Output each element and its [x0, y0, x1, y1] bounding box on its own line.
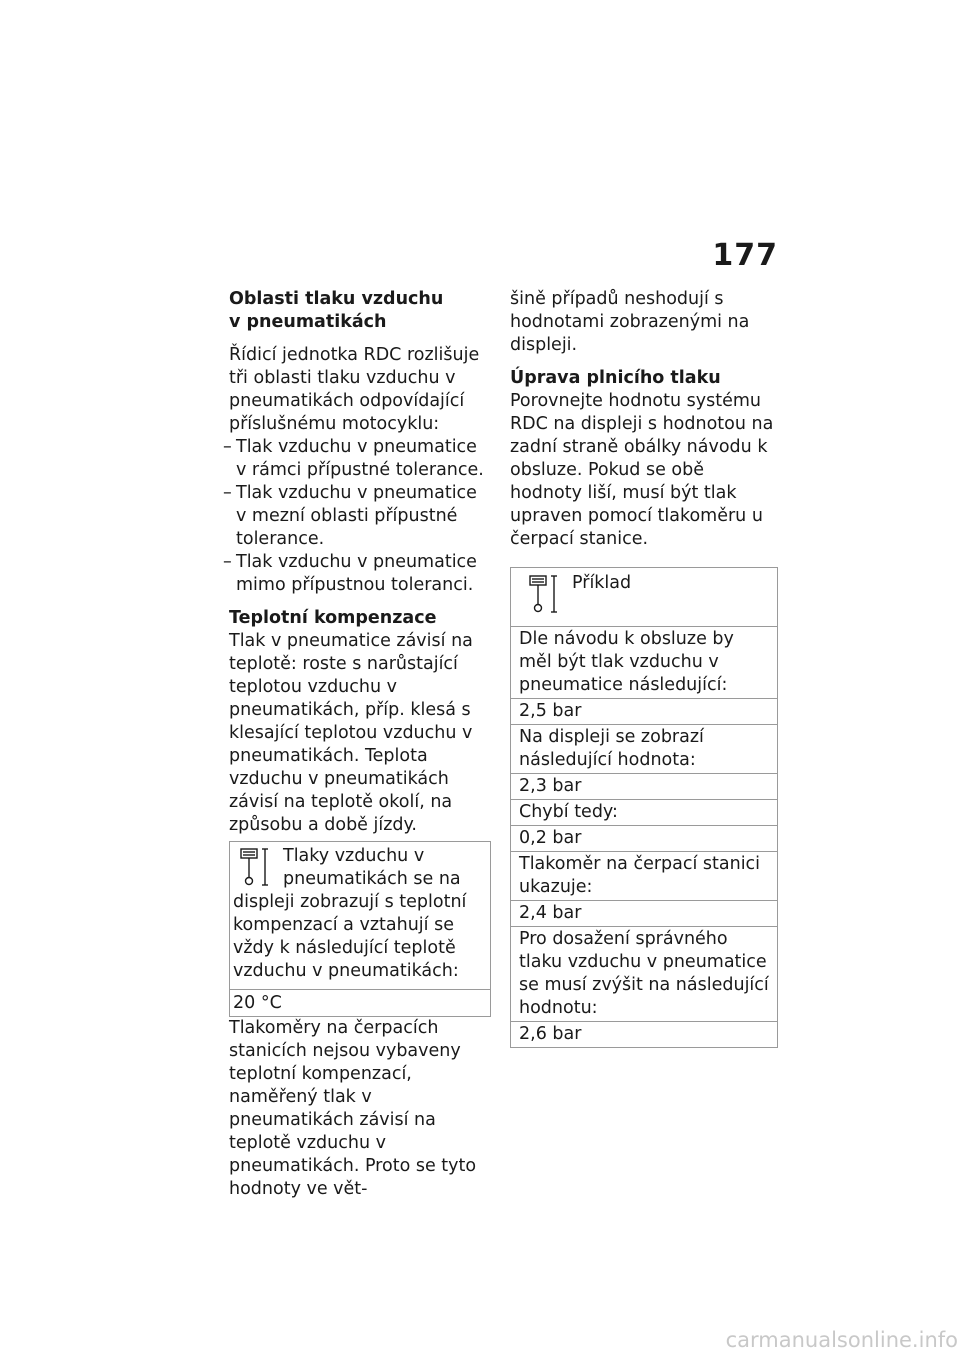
heading-line-1: Oblasti tlaku vzduchu [229, 289, 444, 309]
note-text: Tlaky vzduchu v pneumatikách se na displeji zobrazují s teplotní kompenzací a vztahují se vždy k následující teplotě vzduchu v pneumatikách: [233, 846, 467, 981]
list-item: – Tlak vzduchu v pneumatice mimo přípustnou toleranci. [223, 552, 477, 595]
heading-line-2: v pneumatikách [229, 312, 387, 332]
gauge-paragraph: Tlakoměry na čerpacích stanicích nejsou vybaveny teplotní kompenzací, naměřený tlak v pneumatikách závisí na teplotě vzduchu v pneumatikách. Proto se tyto hodnoty ve vět- [229, 1018, 477, 1199]
page-number: 177 [712, 238, 778, 273]
intro-paragraph: Řídicí jednotka RDC rozlišuje tři oblasti tlaku vzduchu v pneumatikách odpovídající příslušnému motocyklu: [229, 345, 480, 434]
table-row: 2,3 bar [511, 773, 777, 799]
continued-paragraph: šině případů neshodují s hodnotami zobrazenými na displeji. [510, 289, 750, 355]
heading-temperature-compensation: Teplotní kompenzace [229, 608, 437, 628]
table-row: Tlakoměr na čerpací stanici ukazuje: [511, 851, 777, 900]
pressure-range-list [223, 436, 491, 597]
table-row: 2,4 bar [511, 900, 777, 926]
list-item: – Tlak vzduchu v pneumatice v rámci přípustné tolerance. [223, 437, 484, 480]
heading-pressure-ranges [229, 288, 491, 334]
tire-pressure-gauge-icon [233, 845, 279, 891]
right-column [510, 288, 778, 1048]
example-table [510, 567, 778, 1048]
table-row: Pro dosažení správného tlaku vzduchu v pneumatice se musí zvýšit na následující hodnotu: [511, 926, 777, 1021]
example-header [511, 568, 777, 626]
example-label: Příklad [572, 573, 632, 593]
table-row: 2,5 bar [511, 698, 777, 724]
table-row: Na displeji se zobrazí následující hodnota: [511, 724, 777, 773]
temperature-paragraph: Tlak v pneumatice závisí na teplotě: roste s narůstající teplotou vzduchu v pneumatikách, příp. klesá s klesající teplotou vzduchu v pneumatikách. Teplota vzduchu v pneumatikách závisí na teplotě okolí, na způsobu a době jízdy. [229, 631, 473, 835]
table-row: 0,2 bar [511, 825, 777, 851]
table-row: 2,6 bar [511, 1021, 777, 1047]
note-box [229, 841, 491, 1017]
table-row: Chybí tedy: [511, 799, 777, 825]
tire-pressure-gauge-icon [522, 572, 568, 618]
reference-temperature: 20 °C [230, 989, 490, 1016]
watermark: carmanualsonline.info [725, 1328, 958, 1352]
adjustment-paragraph: Porovnejte hodnotu systému RDC na displeji s hodnotou na zadní straně obálky návodu k obsluze. Pokud se obě hodnoty liší, musí být tlak upraven pomocí tlakoměru u čerpací stanice. [510, 391, 774, 549]
list-item: – Tlak vzduchu v pneumatice v mezní oblasti přípustné tolerance. [223, 483, 477, 549]
heading-pressure-adjustment: Úprava plnicího tlaku [510, 368, 721, 388]
left-column [223, 288, 491, 1201]
table-row: Dle návodu k obsluze by měl být tlak vzduchu v pneumatice následující: [511, 626, 777, 698]
